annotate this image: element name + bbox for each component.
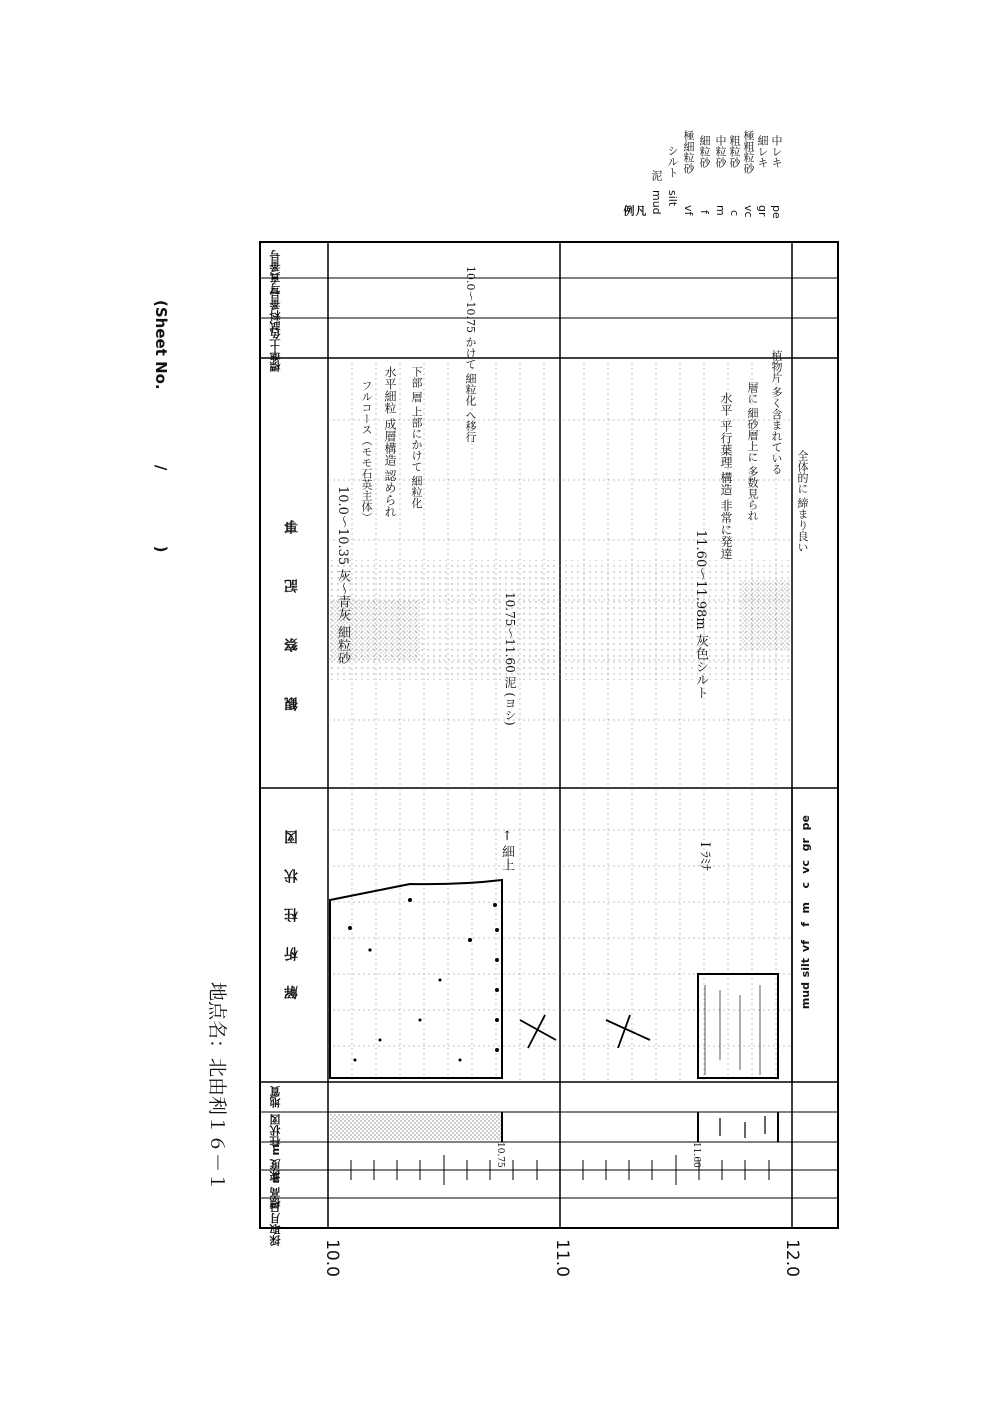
- header-date: 採取月日: [269, 1202, 282, 1246]
- note-10: 植物片 多く含まれている: [770, 350, 783, 475]
- lamina-mark: I ﾗﾐﾅ: [697, 842, 712, 871]
- legend-name-f: 細粒砂: [698, 135, 711, 168]
- note-3: 水平細粒 成層構造 認められ: [383, 366, 397, 518]
- legend-code-f: f: [698, 210, 711, 214]
- sheet-no-slash: /: [152, 464, 170, 471]
- header-analysis-column: 解 析 柱 状 図: [284, 820, 300, 1000]
- legend-code-vc: vc: [742, 205, 755, 218]
- depth-label-11: 11.0: [552, 1239, 572, 1277]
- legend-code-pe: pe: [770, 205, 783, 219]
- analysis-sand-dots: [348, 898, 499, 1062]
- legend-code-gr: gr: [756, 205, 769, 217]
- grain-axis-gr: gr: [799, 838, 812, 852]
- column-sand-fill: [330, 1114, 502, 1140]
- note-2: フルコース（モモ石英主体）: [360, 380, 373, 523]
- sheet-no-label: (Sheet No.: [152, 300, 170, 390]
- legend-name-m: 中粒砂: [714, 135, 727, 168]
- depth-mark-11-60: 11.60: [691, 1142, 701, 1168]
- legend-code-c: c: [728, 210, 741, 217]
- location-name: 地点名：北由利１６－１: [206, 982, 228, 1192]
- depth-mark-10-75: 10.75: [495, 1142, 505, 1168]
- sheet-no-close: ): [152, 545, 170, 553]
- legend-code-silt: silt: [666, 190, 679, 207]
- legend-name-pe: 中レキ: [770, 135, 783, 168]
- legend-name-mud: 泥: [650, 170, 663, 181]
- legend-name-vc: 極粗粒砂: [742, 130, 755, 174]
- header-geology: 地質: [269, 1086, 282, 1108]
- column-silt-ticks: [720, 1116, 765, 1138]
- legend-name-c: 粗粒砂: [728, 135, 741, 168]
- note-8: 水平 平行葉理 構造 非常に発達: [719, 392, 733, 560]
- grain-axis-f: f: [799, 922, 812, 927]
- header-sample-no: 試料番号: [269, 288, 282, 332]
- grain-axis-silt: silt: [799, 958, 812, 978]
- grain-axis-vf: vf: [799, 940, 812, 952]
- note-5: 10.0～10.75 かけて 細粒化 へ移行: [464, 266, 477, 443]
- header-color: 標準土色: [269, 328, 282, 372]
- header-photo-no: 写真番号: [269, 250, 282, 294]
- depth-label-12: 12.0: [782, 1239, 802, 1277]
- note-9: 層に 細砂層上に 多数見られ: [746, 382, 759, 521]
- legend-code-m: m: [714, 205, 727, 216]
- legend-code-mud: mud: [650, 190, 663, 215]
- analysis-cross-marks: [520, 1015, 650, 1048]
- note-7: 11.60～11.98m 灰色シルト: [693, 530, 708, 699]
- grain-axis-mud: mud: [799, 982, 812, 1010]
- legend-title: 凡例: [622, 205, 647, 216]
- fine-up-mark: ← 細上: [499, 830, 514, 872]
- note-6: 10.75～11.60 泥 (ヨシ): [503, 592, 517, 726]
- legend-name-silt: シルト: [666, 145, 679, 178]
- grain-axis-pe: pe: [799, 815, 812, 831]
- header-depth: 深度 m: [269, 1144, 282, 1182]
- depth-label-10: 10.0: [322, 1239, 342, 1277]
- note-11: 全体的に 締まり良い: [796, 450, 809, 553]
- note-4: 下部 層 上部にかけて 細粒化: [410, 366, 423, 509]
- obs-shade-4: [740, 580, 790, 650]
- legend-name-gr: 細レキ: [756, 135, 769, 168]
- analysis-sand-body: [330, 880, 502, 1078]
- note-1: 10.0～10.35 灰〜青灰 細粒砂: [335, 486, 350, 665]
- header-elevation: 標高 m: [269, 1172, 282, 1210]
- header-observation: 観 察 記 事: [284, 500, 300, 711]
- analysis-silt-body: [698, 974, 778, 1078]
- grain-axis-m: m: [799, 902, 812, 914]
- grain-axis-c: c: [799, 882, 812, 889]
- legend-code-vf: vf: [682, 205, 695, 216]
- legend-name-vf: 極細粒砂: [682, 130, 695, 174]
- grain-axis-vc: vc: [799, 860, 812, 874]
- header-column: 柱状図: [269, 1114, 282, 1147]
